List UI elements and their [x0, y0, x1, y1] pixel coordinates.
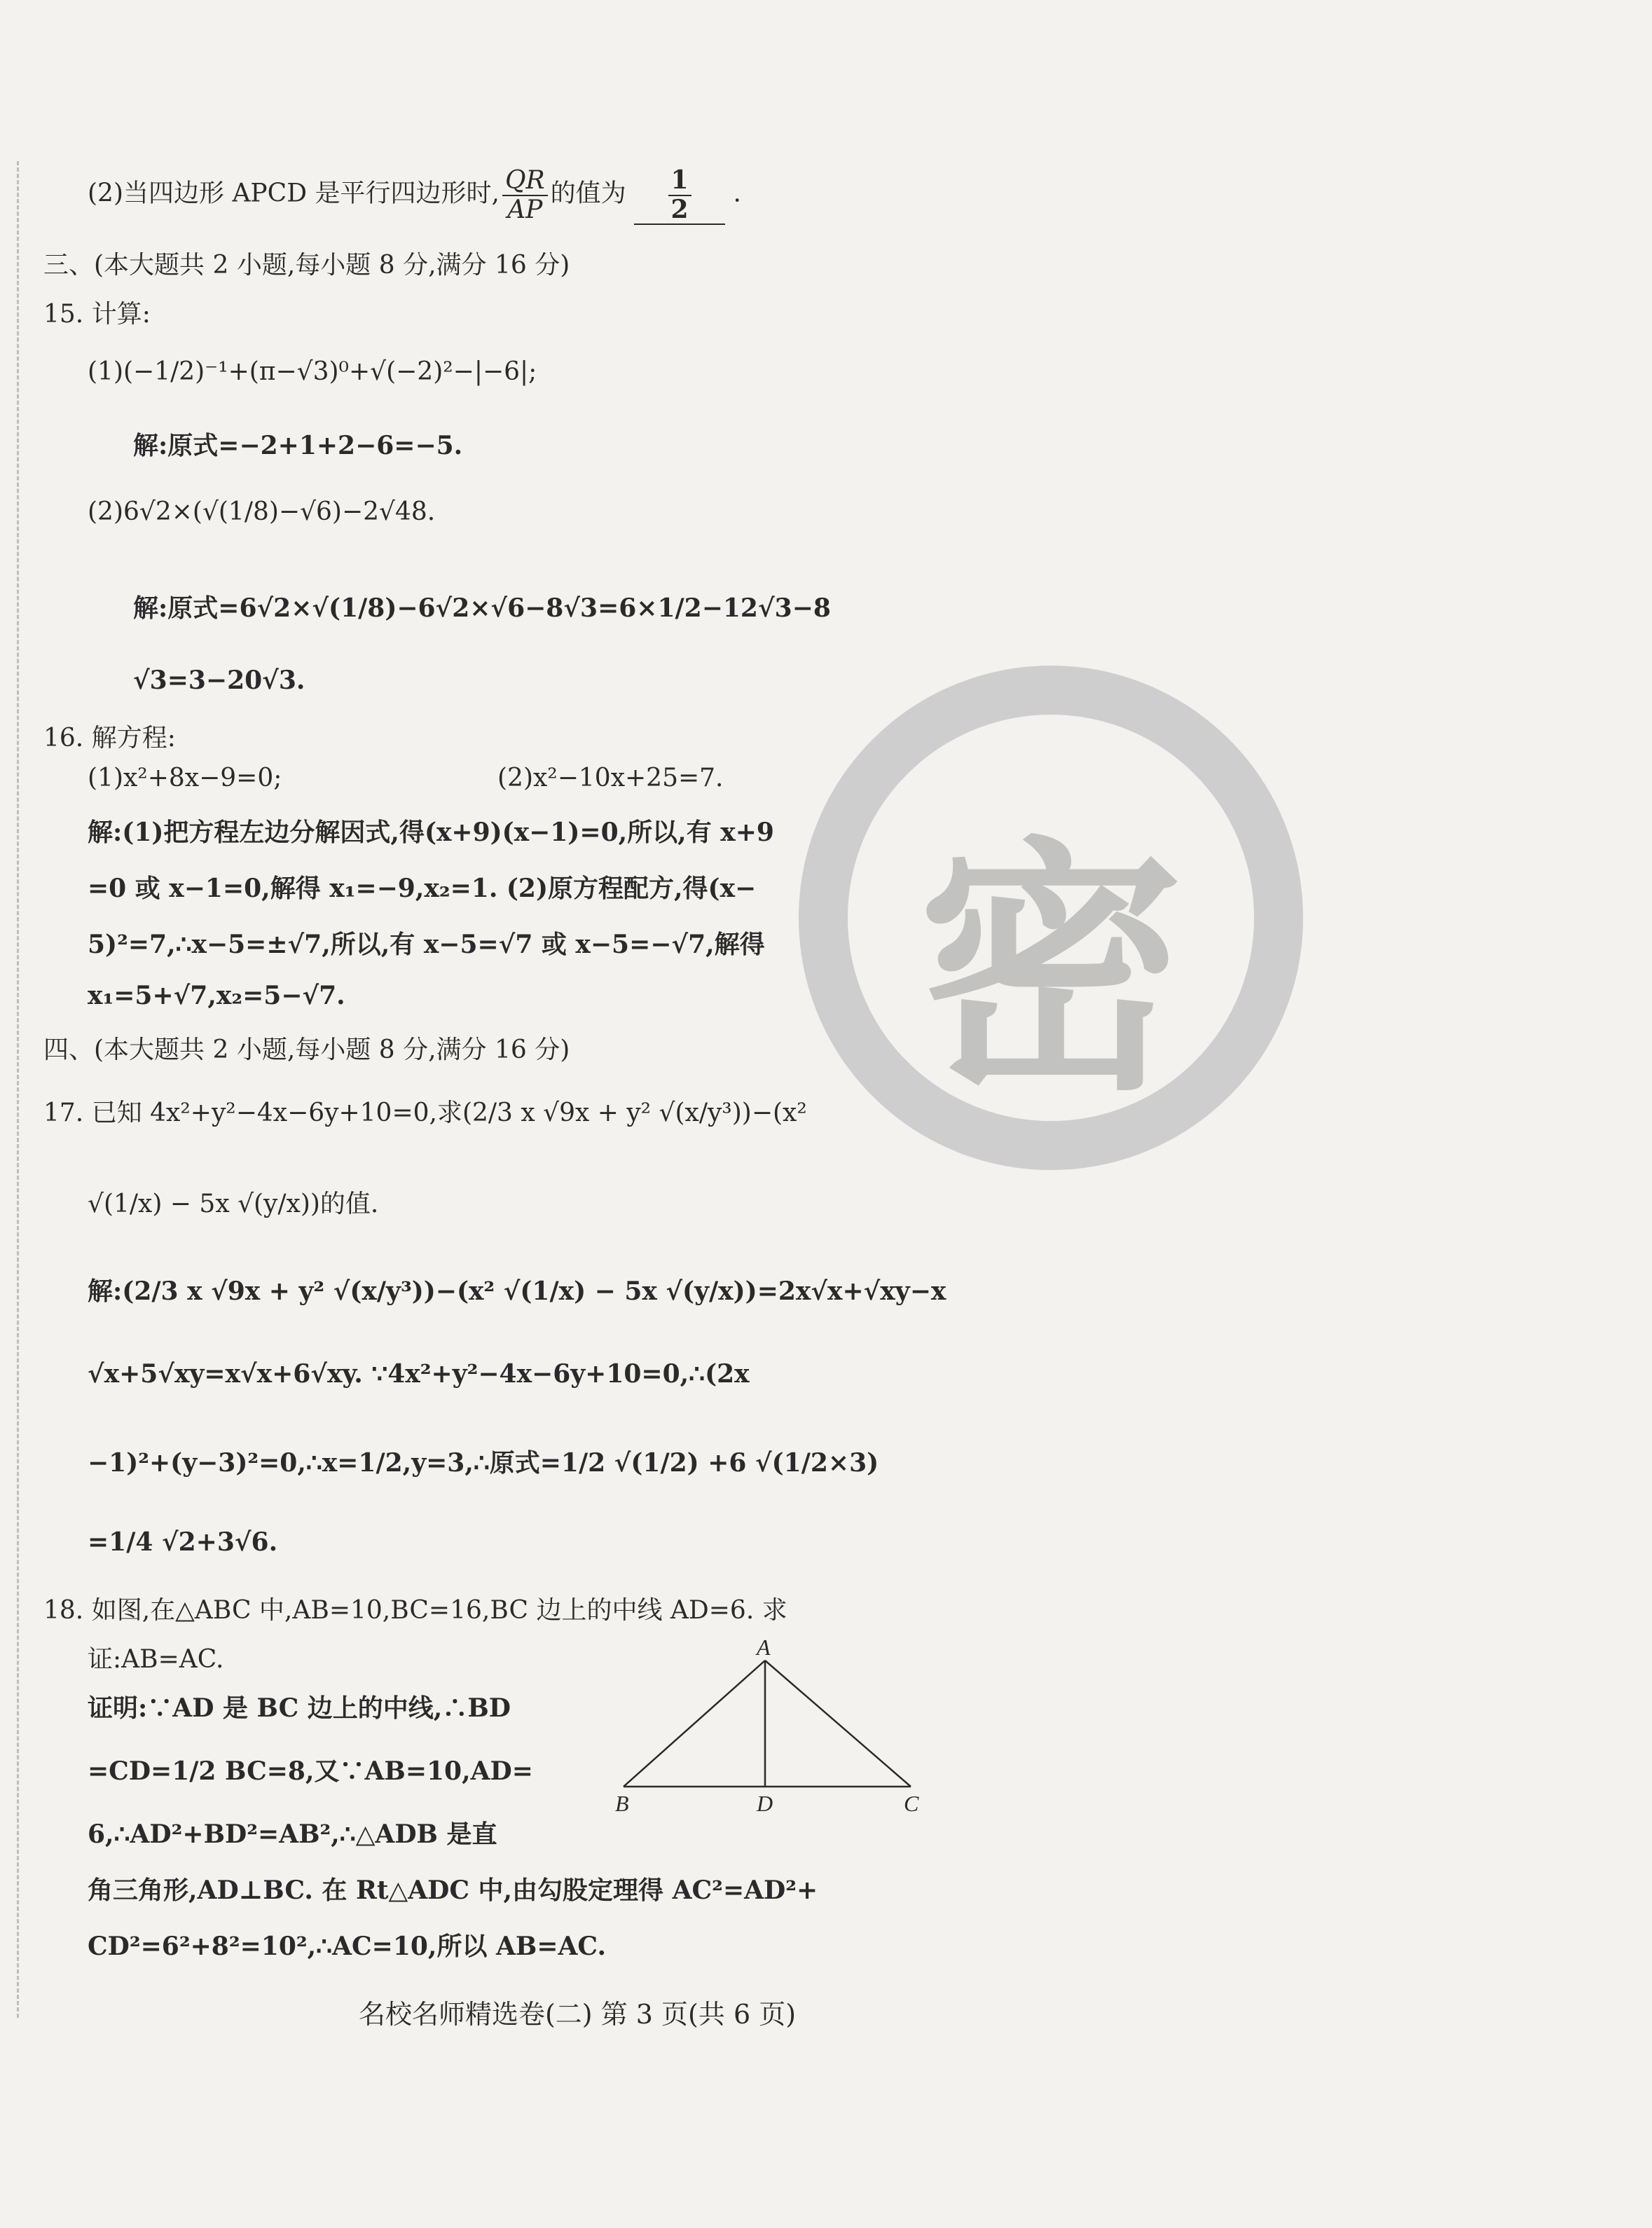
- q16-solution-c: 5)²=7,∴x−5=±√7,所以,有 x−5=√7 或 x−5=−√7,解得: [88, 930, 765, 959]
- segment-ac: [765, 1660, 911, 1787]
- q17-solution-b: √x+5√xy=x√x+6√xy. ∵4x²+y²−4x−6y+10=0,∴(2x: [88, 1359, 750, 1389]
- q18-solution-e: CD²=6²+8²=10²,∴AC=10,所以 AB=AC.: [88, 1932, 606, 1961]
- q18-question-a: 18. 如图,在△ABC 中,AB=10,BC=16,BC 边上的中线 AD=6. 求: [43, 1596, 787, 1625]
- triangle-figure: [603, 1632, 932, 1815]
- q17-question-b: √(1/x) − 5x √(y/x))的值.: [88, 1190, 379, 1218]
- q14-part2-fraction: [502, 167, 548, 224]
- q18-solution-b: =CD=1/2 BC=8,又∵AB=10,AD=: [88, 1756, 533, 1786]
- q14-part2-prefix: (2)当四边形 APCD 是平行四边形时,: [88, 179, 500, 208]
- answer-numerator: 1: [668, 167, 691, 196]
- q17-solution-c: −1)²+(y−3)²=0,∴x=1/2,y=3,∴原式=1/2 √(1/2) +6 √(1/2×3): [88, 1448, 879, 1478]
- page-footer: 名校名师精选卷(二) 第 3 页(共 6 页): [358, 1999, 797, 2030]
- q15-part1: (1)(−1/2)⁻¹+(π−√3)⁰+√(−2)²−|−6|;: [88, 357, 537, 386]
- q17-question-a: 17. 已知 4x²+y²−4x−6y+10=0,求(2/3 x √9x + y² √(x/y³))−(x²: [43, 1099, 807, 1127]
- q16-solution-a: 解:(1)把方程左边分解因式,得(x+9)(x−1)=0,所以,有 x+9: [88, 818, 774, 847]
- answer-denominator: 2: [670, 194, 689, 224]
- q15-title: 15. 计算:: [43, 300, 151, 329]
- q16-part2: (2)x²−10x+25=7.: [497, 764, 724, 792]
- label-b: B: [615, 1791, 629, 1816]
- q14-part2-end: .: [733, 179, 741, 208]
- section-3-heading: 三、(本大题共 2 小题,每小题 8 分,满分 16 分): [43, 251, 570, 280]
- label-a: A: [757, 1635, 771, 1660]
- q17-solution-d: =1/4 √2+3√6.: [88, 1527, 278, 1557]
- q14-answer: [668, 167, 691, 224]
- section-4-heading: 四、(本大题共 2 小题,每小题 8 分,满分 16 分): [43, 1036, 570, 1064]
- q18-solution-a: 证明:∵AD 是 BC 边上的中线,∴BD: [88, 1693, 511, 1723]
- q15-part2-solution-b: √3=3−20√3.: [133, 666, 305, 695]
- q16-solution-b: =0 或 x−1=0,解得 x₁=−9,x₂=1. (2)原方程配方,得(x−: [88, 874, 757, 903]
- q15-part2: (2)6√2×(√(1/8)−√6)−2√48.: [88, 497, 436, 526]
- binding-margin-line: [17, 161, 19, 2018]
- q17-solution-a: 解:(2/3 x √9x + y² √(x/y³))−(x² √(1/x) − 5x √(y/x))=2x√x+√xy−x: [88, 1277, 947, 1306]
- segment-ab: [624, 1660, 765, 1787]
- label-d: D: [757, 1791, 773, 1816]
- q16-solution-d: x₁=5+√7,x₂=5−√7.: [88, 981, 345, 1010]
- q14-part2: [88, 167, 1242, 225]
- q15-part1-solution: 解:原式=−2+1+2−6=−5.: [133, 431, 463, 460]
- watermark-seal-char: 密: [918, 816, 1184, 1126]
- q14-answer-blank: [634, 167, 725, 225]
- q16-part1: (1)x²+8x−9=0;: [88, 764, 282, 792]
- q15-part2-solution-a: 解:原式=6√2×√(1/8)−6√2×√6−8√3=6×1/2−12√3−8: [133, 593, 831, 623]
- q16-title: 16. 解方程:: [43, 724, 176, 752]
- frac-denominator: AP: [507, 195, 543, 224]
- q18-solution-d: 角三角形,AD⊥BC. 在 Rt△ADC 中,由勾股定理得 AC²=AD²+: [88, 1876, 818, 1905]
- q18-solution-c: 6,∴AD²+BD²=AB²,∴△ADB 是直: [88, 1820, 497, 1849]
- label-c: C: [904, 1791, 919, 1816]
- q14-part2-mid: 的值为: [550, 179, 626, 208]
- frac-numerator: QR: [502, 167, 548, 196]
- q18-question-b: 证:AB=AC.: [88, 1645, 224, 1674]
